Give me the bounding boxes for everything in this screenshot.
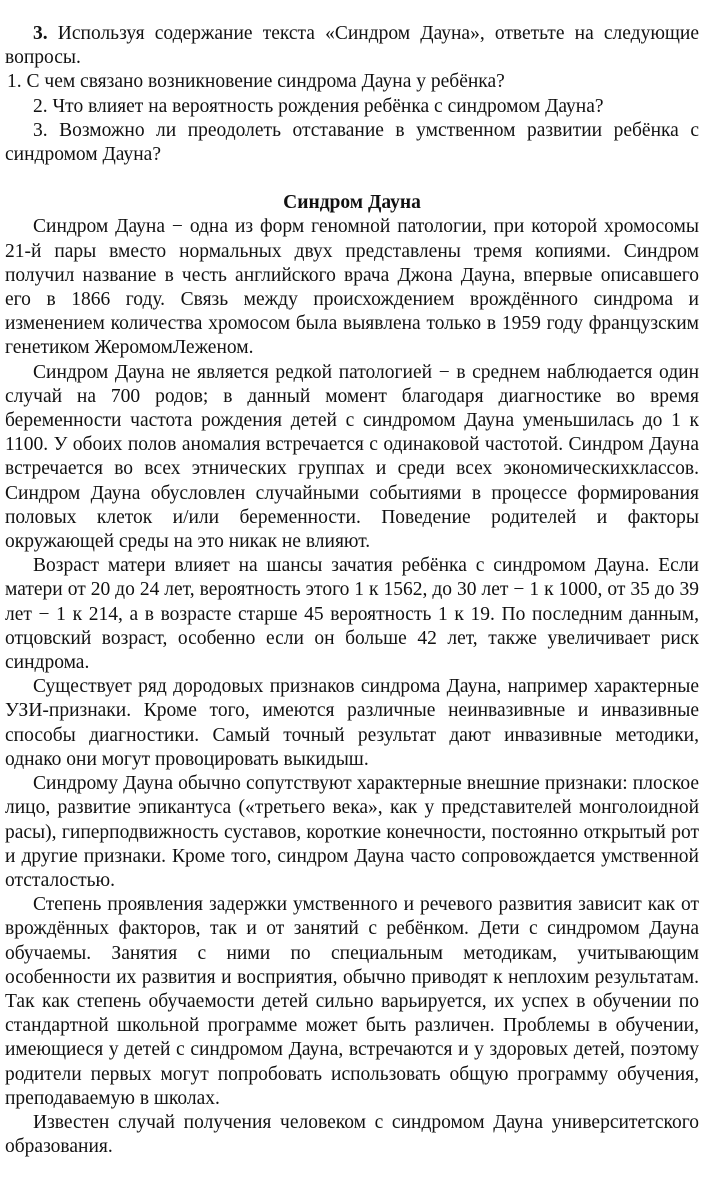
article-paragraph-5: Синдрому Дауна обычно сопутствуют характерные внешние признаки: плоское лицо, развитие эпикантуса («третьего века», как у представителей монголоидной расы), гиперподвижность суставов, короткие конечности, постоянно открытый рот и другие признаки. Кроме того, синдром Дауна часто сопровождается умственной отсталостью. [5,773,699,891]
question-3: 3. Возможно ли преодолеть отставание в умственном развитии ребёнка с синдромом Дауна? [5,119,699,166]
article-paragraph-1: Синдром Дауна − одна из форм геномной патологии, при которой хромосомы 21-й пары вместо нормальных двух представлены тремя копиями. Синдром получил название в честь английского врача Джона Дауна, впервые описавшего его в 1866 году. Связь между происхождением врождённого синдрома и изменением количества хромосом была выявлена только в 1959 году французским генетиком ЖеромомЛеженом. [5,216,699,359]
question-1: 1. С чем связано возникновение синдрома Дауна у ребёнка? [7,71,505,93]
article-title: Синдром Дауна [283,192,421,214]
article-paragraph-6: Степень проявления задержки умственного и речевого развития зависит как от врождённых факторов, так и от занятий с ребёнком. Дети с синдромом Дауна обучаемы. Занятия с ними по специальным методикам, учитывающим особенности их развития и восприятия, обычно приводят к неплохим результатам. Так как степень обучаемости детей сильно варьируется, их успех в обучении по стандартной школьной программе может быть различен. Проблемы в обучении, имеющиеся у детей с синдромом Дауна, встречаются и у здоровых детей, поэтому родители первых могут попробовать использовать общую программу обучения, преподаваемую в школах. [5,894,699,1109]
article-paragraph-3: Возраст матери влияет на шансы зачатия ребёнка с синдромом Дауна. Если матери от 20 до 24 лет, вероятность этого 1 к 1562, до 30 лет − 1 к 1000, от 35 до 39 лет − 1 к 214, а в возрасте старше 45 вероятность 1 к 19. По последним данным, отцовский возраст, особенно если он больше 42 лет, также увеличивает риск синдрома. [5,555,699,674]
task-number: 3. [33,23,48,44]
task-intro: Используя содержание текста «Синдром Дауна», ответьте на следующие вопросы. [5,23,699,69]
article-paragraph-7: Известен случай получения человеком с синдромом Дауна университетского образования. [5,1111,699,1158]
question-2: 2. Что влияет на вероятность рождения ребёнка с синдромом Дауна? [33,95,604,117]
article-paragraph-2: Синдром Дауна не является редкой патологией − в среднем наблюдается один случай на 700 родов; в данный момент благодаря диагностике во время беременности частота рождения детей с синдромом Дауна уменьшилась до 1 к 1100. У обоих полов аномалия встречается с одинаковой частотой. Синдром Дауна встречается во всех этнических группах и среди всех экономическихклассов. Синдром Дауна обусловлен случайными событиями в процессе формирования половых клеток и/или беременности. Поведение родителей и факторы окружающей среды на это никак не влияют. [5,361,699,553]
task-statement [5,22,699,70]
article-paragraph-4: Существует ряд дородовых признаков синдрома Дауна, например характерные УЗИ-признаки. Кроме того, имеются различные неинвазивные и инвазивные способы диагностики. Самый точный результат дают инвазивные методики, однако они могут провоцировать выкидыш. [5,676,699,770]
